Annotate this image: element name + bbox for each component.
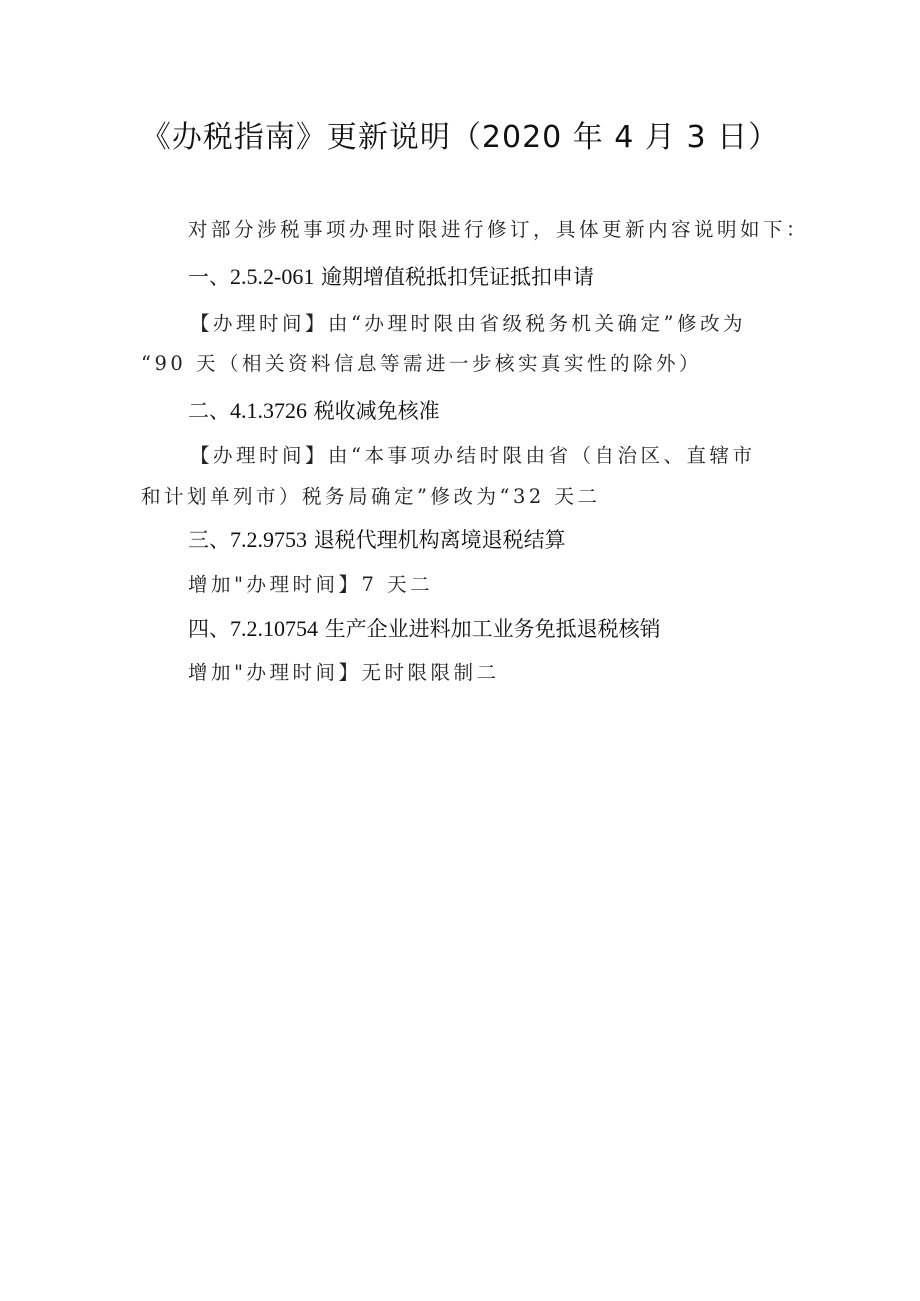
section-heading-4 [188,614,661,644]
section-4-line-1: 增加"办理时间】无时限限制二 [188,661,500,684]
section-2-line-1: 【办理时间】由“本事项办结时限由省（自治区、直辖市 [190,444,756,467]
section-name: 退税代理机构离境退税结算 [313,528,566,552]
section-heading-2 [188,396,440,426]
section-code: 2.5.2-061 [230,264,315,289]
document-title: 《办税指南》更新说明（2020 年 4 月 3 日） [140,120,780,155]
section-name: 生产企业进料加工业务免抵退税核销 [324,617,661,641]
section-heading-1 [188,262,594,292]
section-1-line-2: “90 天（相关资料信息等需进一步核实真实性的除外） [141,352,702,375]
section-2-line-2: 和计划单列市）税务局确定”修改为“32 天二 [141,485,601,508]
section-1-line-1: 【办理时间】由“办理时限由省级税务机关确定”修改为 [190,312,746,335]
section-prefix: 三、 [188,528,230,552]
section-3-line-1: 增加"办理时间】7 天二 [188,573,434,596]
section-prefix: 一、 [188,265,230,289]
section-code: 7.2.9753 [230,527,307,552]
section-heading-3 [188,525,566,555]
section-name: 税收减免核准 [313,399,440,423]
section-code: 7.2.10754 [230,616,318,641]
intro-paragraph: 对部分涉税事项办理时限进行修订，具体更新内容说明如下： [188,218,810,241]
section-prefix: 四、 [188,617,230,641]
section-code: 4.1.3726 [230,398,307,423]
section-prefix: 二、 [188,399,230,423]
section-name: 逾期增值税抵扣凭证抵扣申请 [321,265,595,289]
